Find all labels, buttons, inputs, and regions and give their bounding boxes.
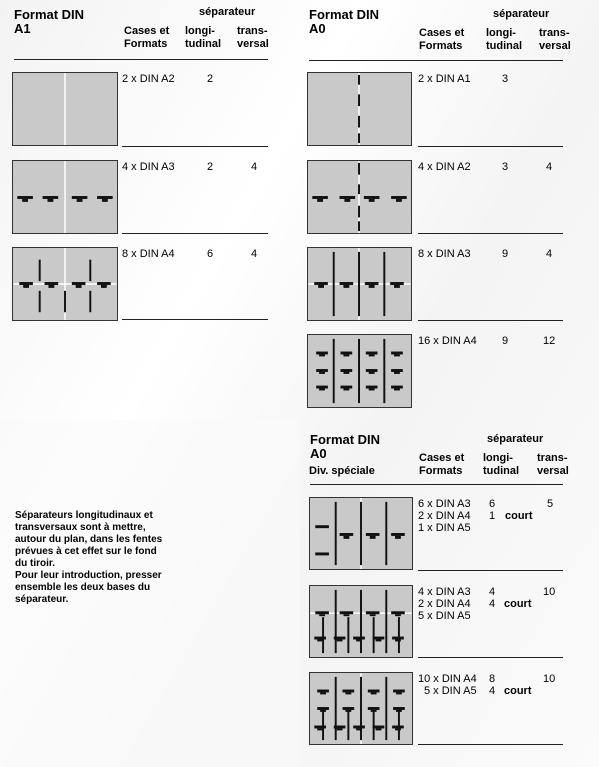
special-trans-header <box>537 452 569 478</box>
a1-cases-header-line1: Cases et <box>124 25 170 37</box>
instruction-note <box>15 510 215 606</box>
special-row2-court: court <box>504 598 532 610</box>
note-line-4: prévues à cet effet sur le fond <box>15 546 157 557</box>
a0-row2-cases: 4 x DIN A2 <box>418 161 471 173</box>
a1-trans-header <box>237 25 269 51</box>
special-row3-cases-1: 10 x DIN A4 <box>418 673 477 685</box>
special-cases-header <box>419 452 464 478</box>
a0-row1-longi: 3 <box>502 73 509 85</box>
special-cases-header-line1: Cases et <box>419 452 465 464</box>
a1-separateur-header: séparateur <box>199 6 256 18</box>
a0-row2-longi: 3 <box>502 161 509 173</box>
special-row1-cases <box>418 498 471 534</box>
special-row3-trans: 10 <box>543 673 556 685</box>
a0-row3-longi: 9 <box>502 248 509 260</box>
a0-drawer-diagram-4 <box>307 334 412 408</box>
a0-cases-header-line1: Cases et <box>419 27 465 39</box>
a1-row1-longi: 2 <box>207 73 214 85</box>
note-line-2: transversaux sont à mettre, <box>15 522 146 533</box>
special-title-line2: A0 <box>310 446 327 461</box>
special-drawer-diagram-1 <box>309 497 413 570</box>
a0-drawer-diagram-3 <box>307 247 412 321</box>
special-row2-longi <box>489 586 495 610</box>
special-row1-cases-3: 1 x DIN A5 <box>418 522 471 534</box>
special-drawer-diagram-2 <box>309 585 413 658</box>
special-row2-cases-2: 2 x DIN A4 <box>418 598 471 610</box>
a1-drawer-diagram-2 <box>12 160 118 234</box>
a0-trans-header <box>539 27 571 53</box>
special-row3-court: court <box>504 685 532 697</box>
a1-longi-header-line1: longi- <box>185 25 215 37</box>
special-row1-cases-1: 6 x DIN A3 <box>418 498 471 510</box>
a0-separateur-header: séparateur <box>493 8 550 20</box>
a0-trans-header-line2: versal <box>539 40 571 52</box>
special-row2-cases-3: 5 x DIN A5 <box>418 610 471 622</box>
special-row2-longi-1: 4 <box>489 586 496 598</box>
a0-title <box>309 8 379 36</box>
special-title <box>310 433 380 461</box>
special-row2-cases-1: 4 x DIN A3 <box>418 586 471 598</box>
note-line-6: Pour leur introduction, presser <box>15 570 162 581</box>
special-drawer-diagram-3 <box>309 672 413 745</box>
note-line-8: séparateur. <box>15 594 69 605</box>
special-row1-trans: 5 <box>547 498 554 510</box>
special-trans-header-line2: versal <box>537 465 569 477</box>
note-line-3: autour du plan, dans les fentes <box>15 534 163 545</box>
special-row3-longi-1: 8 <box>489 673 496 685</box>
a1-longi-header <box>185 25 221 51</box>
special-row1-longi-2: 1 <box>489 510 496 522</box>
special-title-line1: Format DIN <box>310 432 381 447</box>
a0-trans-header-line1: trans- <box>539 27 570 39</box>
special-longi-header-line2: tudinal <box>483 465 520 477</box>
special-row3-cases <box>418 673 477 697</box>
a1-trans-header-line1: trans- <box>237 25 268 37</box>
special-separateur-header: séparateur <box>487 433 544 445</box>
special-row2-longi-2: 4 <box>489 598 496 610</box>
a0-cases-header-line2: Formats <box>419 40 463 52</box>
a1-drawer-diagram-3 <box>12 247 118 321</box>
special-row1-longi <box>489 498 495 522</box>
a0-drawer-diagram-1 <box>307 72 412 146</box>
special-row3-cases-2: 5 x DIN A5 <box>424 685 477 697</box>
special-trans-header-line1: trans- <box>537 452 568 464</box>
a1-title <box>14 8 84 36</box>
special-row1-cases-2: 2 x DIN A4 <box>418 510 471 522</box>
special-row1-rule <box>418 570 563 571</box>
special-row2-cases <box>418 586 471 622</box>
special-row3-rule <box>418 744 563 745</box>
a1-cases-header-line2: Formats <box>124 38 168 50</box>
a1-row1-rule <box>122 146 268 147</box>
a0-longi-header <box>486 27 522 53</box>
a0-header-rule <box>309 60 563 61</box>
a0-title-line1: Format DIN <box>309 7 380 22</box>
a1-row3-longi: 6 <box>207 248 214 260</box>
a0-longi-header-line1: longi- <box>486 27 516 39</box>
a0-row4-longi: 9 <box>502 335 509 347</box>
a0-row4-trans: 12 <box>543 335 556 347</box>
a0-row4-cases: 16 x DIN A4 <box>418 335 477 347</box>
a0-row2-rule <box>418 233 563 234</box>
note-line-1: Séparateurs longitudinaux et <box>15 510 153 521</box>
a1-trans-header-line2: versal <box>237 38 269 50</box>
a0-row2-trans: 4 <box>546 161 553 173</box>
special-longi-header <box>483 452 519 478</box>
a1-header-rule <box>14 59 268 60</box>
special-cases-header-line2: Formats <box>419 465 463 477</box>
special-row2-rule <box>418 657 563 658</box>
special-row1-longi-1: 6 <box>489 498 496 510</box>
a1-row2-trans: 4 <box>251 161 258 173</box>
a1-row3-trans: 4 <box>251 248 258 260</box>
a0-row3-rule <box>418 320 563 321</box>
special-row3-longi <box>489 673 495 697</box>
a0-row3-cases: 8 x DIN A3 <box>418 248 471 260</box>
a1-drawer-diagram-1 <box>12 72 118 146</box>
a1-cases-header <box>124 25 169 51</box>
a1-row1-cases: 2 x DIN A2 <box>122 73 175 85</box>
a0-title-line2: A0 <box>309 21 326 36</box>
a0-longi-header-line2: tudinal <box>486 40 523 52</box>
special-subtitle: Div. spéciale <box>309 465 375 477</box>
a0-row1-rule <box>418 146 563 147</box>
a1-row2-longi: 2 <box>207 161 214 173</box>
special-longi-header-line1: longi- <box>483 452 513 464</box>
a1-row2-cases: 4 x DIN A3 <box>122 161 175 173</box>
a1-row3-rule <box>122 319 268 320</box>
note-line-7: ensemble les deux bases du <box>15 582 151 593</box>
a0-row3-trans: 4 <box>546 248 553 260</box>
a0-cases-header <box>419 27 464 53</box>
special-row3-longi-2: 4 <box>489 685 496 697</box>
special-header-rule <box>310 484 563 485</box>
special-row2-trans: 10 <box>543 586 556 598</box>
a1-title-line2: A1 <box>14 21 31 36</box>
a1-title-line1: Format DIN <box>14 7 85 22</box>
special-row1-court: court <box>505 510 533 522</box>
a1-longi-header-line2: tudinal <box>185 38 222 50</box>
a1-row2-rule <box>122 233 268 234</box>
note-line-5: du tiroir. <box>15 558 55 569</box>
a1-row3-cases: 8 x DIN A4 <box>122 248 175 260</box>
a0-drawer-diagram-2 <box>307 160 412 234</box>
a0-row1-cases: 2 x DIN A1 <box>418 73 471 85</box>
